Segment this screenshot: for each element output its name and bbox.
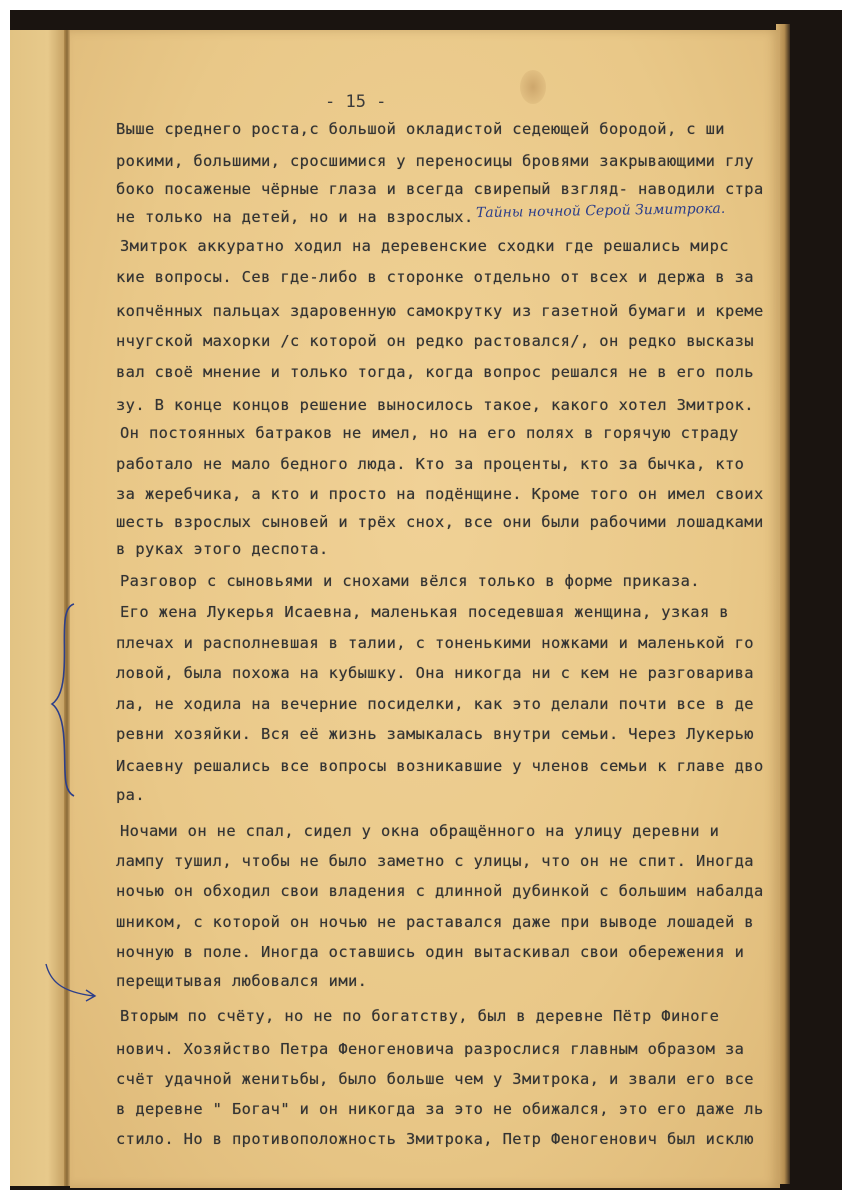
- text-line: работало не мало бедного люда. Кто за проценты, кто за бычка, кто: [116, 455, 745, 473]
- text-line: счёт удачной женитьбы, было больше чем у Змитрока, и звали его все: [116, 1070, 754, 1088]
- text-line: ночью он обходил свои владения с длинной дубинкой с большим набалда: [116, 882, 764, 900]
- text-line: Исаевну решались все вопросы возникавшие у членов семьи к главе дво: [116, 757, 764, 775]
- text-line: стило. Но в противоположность Змитрока, Петр Феногенович был исклю: [116, 1130, 754, 1148]
- margin-arrow-mark: [40, 960, 100, 1010]
- text-line: Ночами он не спал, сидел у окна обращённого на улицу деревни и: [120, 822, 720, 840]
- text-line: в деревне " Богач" и он никогда за это не обижался, это его даже ль: [116, 1100, 764, 1118]
- text-line: зу. В конце концов решение выносилось такое, какого хотел Змитрок.: [116, 396, 754, 414]
- margin-brace-mark: [48, 600, 78, 800]
- text-line: шесть взрослых сыновей и трёх снох, все они были рабочими лошадками: [116, 513, 764, 531]
- text-line: ловой, была похожа на кубышку. Она никогда ни с кем не разговарива: [116, 664, 754, 682]
- text-line: Вторым по счёту, но не по богатству, был в деревне Пётр Финоге: [120, 1007, 720, 1025]
- text-line: нович. Хозяйство Петра Феногеновича разрослися главным образом за: [116, 1040, 745, 1058]
- text-line: боко посаженые чёрные глаза и всегда свирепый взгляд- наводили стра: [116, 180, 764, 198]
- text-line: в руках этого деспота.: [116, 540, 329, 558]
- text-line: не только на детей, но и на взрослых.: [116, 208, 474, 226]
- text-line: копчённых пальцах здаровенную самокрутку из газетной бумаги и креме: [116, 302, 764, 320]
- text-line: Он постоянных батраков не имел, но на его полях в горячую страду: [120, 424, 739, 442]
- text-line: Разговор с сыновьями и снохами вёлся только в форме приказа.: [120, 572, 700, 590]
- text-line: Его жена Лукерья Исаевна, маленькая поседевшая женщина, узкая в: [120, 603, 729, 621]
- text-line: лампу тушил, чтобы не было заметно с улицы, что он не спит. Иногда: [116, 852, 754, 870]
- text-line: ла, не ходила на вечерние посиделки, как это делали почти все в де: [116, 695, 754, 713]
- text-line: ра.: [116, 786, 145, 804]
- text-line: кие вопросы. Сев где-либо в сторонке отдельно от всех и держа в за: [116, 268, 754, 286]
- text-line: за жеребчика, а кто и просто на подёнщине. Кроме того он имел своих: [116, 485, 764, 503]
- page-number: - 15 -: [325, 92, 387, 112]
- text-line: нчугской махорки /с которой он редко растовался/, он редко высказы: [116, 332, 754, 350]
- text-line: шником, с которой он ночью не раставался даже при выводе лошадей в: [116, 913, 754, 931]
- text-line: Змитрок аккуратно ходил на деревенские сходки где решались мирс: [120, 237, 729, 255]
- text-line: ночную в поле. Иногда оставшись один вытаскивал свои обережения и: [116, 943, 745, 961]
- text-line: рокими, большими, сросшимися у переносицы бровями закрывающими глу: [116, 152, 754, 170]
- text-line: плечах и располневшая в талии, с тоненькими ножками и маленькой го: [116, 634, 754, 652]
- text-line: ревни хозяйки. Вся её жизнь замыкалась внутри семьи. Через Лукерью: [116, 725, 754, 743]
- text-line: вал своё мнение и только тогда, когда вопрос решался не в его поль: [116, 363, 754, 381]
- handwritten-note: Тайны ночной Серой Зимитрока.: [475, 200, 726, 222]
- paper-stain: [520, 70, 546, 104]
- text-line: перещитывая любовался ими.: [116, 972, 368, 990]
- text-line: Выше среднего роста,с большой окладистой седеющей бородой, с ши: [116, 120, 725, 138]
